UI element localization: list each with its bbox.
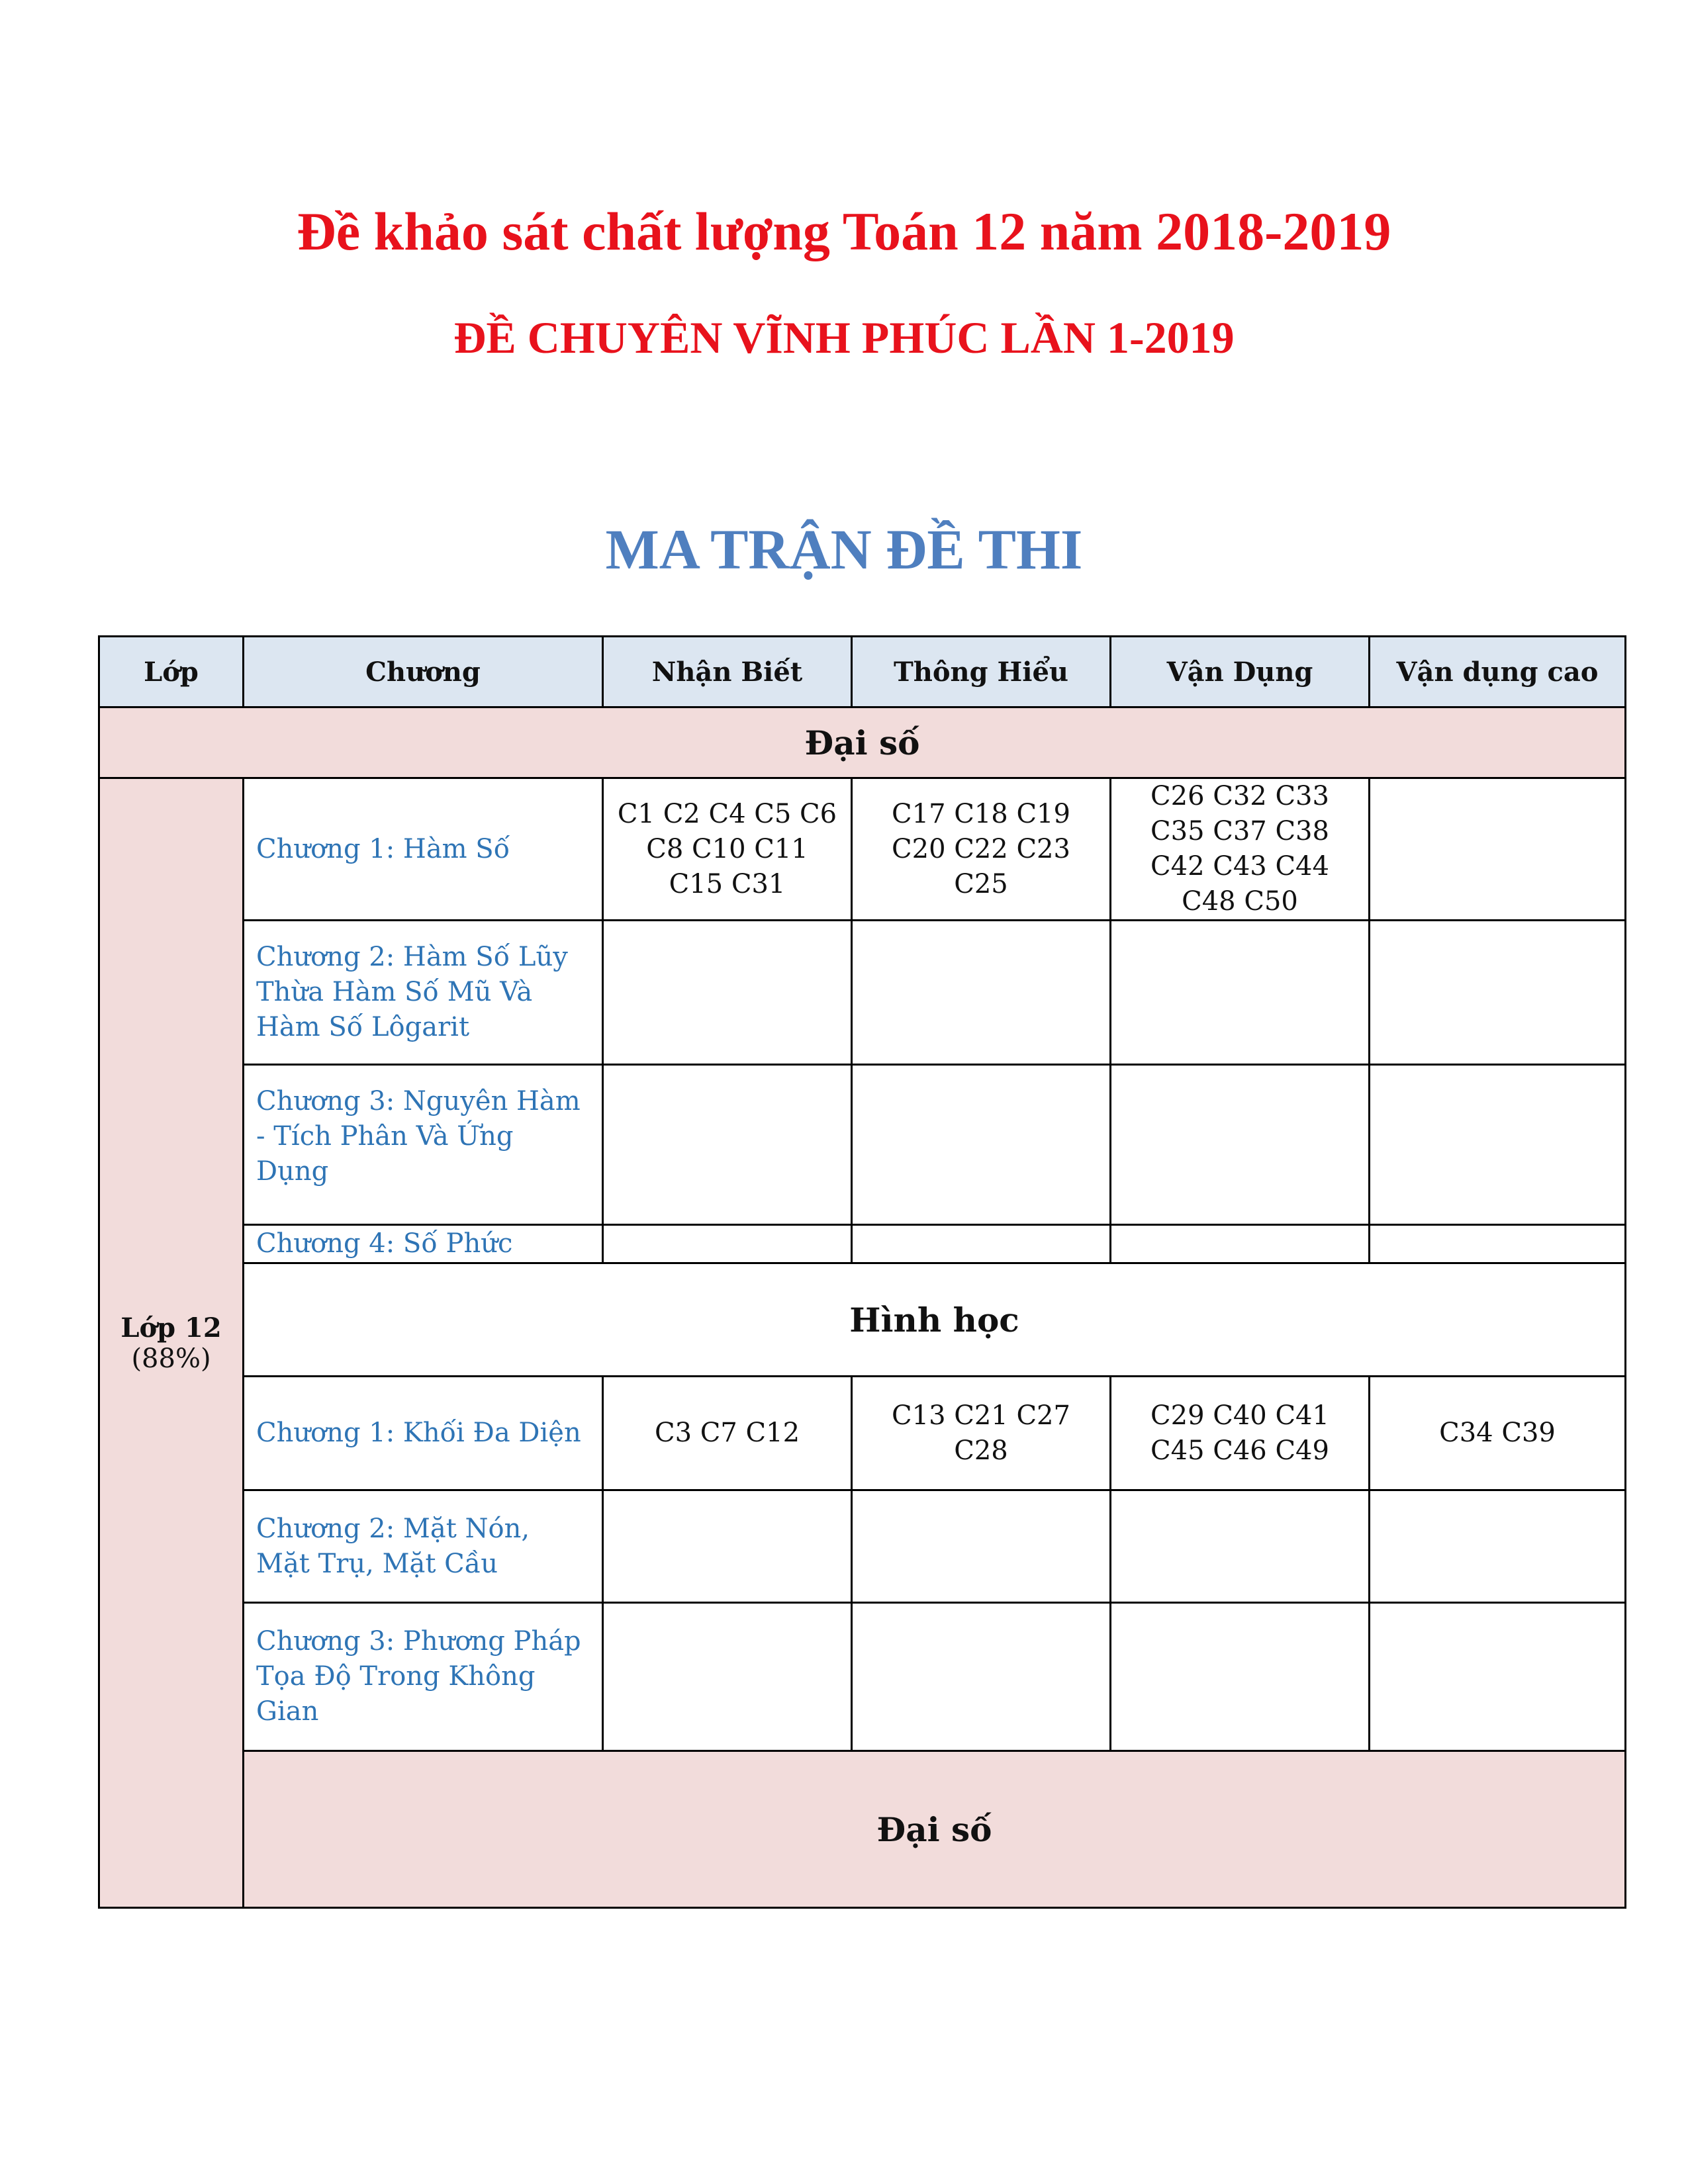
exam-matrix-table — [98, 635, 1626, 1909]
van-dung-cao-cell — [1370, 778, 1626, 921]
section-title-dai-so: Đại số — [99, 707, 1626, 778]
van-dung-cao-cell — [1370, 1065, 1626, 1225]
column-header-thong-hieu: Thông Hiểu — [852, 637, 1111, 707]
nhan-biet-cell — [603, 1603, 852, 1751]
table-row — [99, 1490, 1626, 1603]
nhan-biet-cell — [603, 921, 852, 1065]
column-header-van-dung: Vận Dụng — [1111, 637, 1370, 707]
section-row — [99, 1263, 1626, 1377]
thong-hieu-cell — [852, 1225, 1111, 1263]
van-dung-cell — [1111, 1065, 1370, 1225]
column-header-chuong: Chương — [244, 637, 603, 707]
van-dung-cell — [1111, 1490, 1370, 1603]
document-subtitle: ĐỀ CHUYÊN VĨNH PHÚC LẦN 1-2019 — [453, 312, 1235, 363]
chapter-cell: Chương 3: Phương Pháp Tọa Độ Trong Không Gian — [244, 1603, 603, 1751]
nhan-biet-cell — [603, 1065, 852, 1225]
van-dung-cao-cell — [1370, 921, 1626, 1065]
van-dung-cell: C29 C40 C41 C45 C46 C49 — [1111, 1377, 1370, 1490]
van-dung-cell: C26 C32 C33 C35 C37 C38 C42 C43 C44 C48 C50 — [1111, 778, 1370, 921]
section-row — [99, 1751, 1626, 1908]
chapter-cell: Chương 3: Nguyên Hàm - Tích Phân Và Ứng Dụng — [244, 1065, 603, 1225]
nhan-biet-cell: C1 C2 C4 C5 C6 C8 C10 C11 C15 C31 — [603, 778, 852, 921]
van-dung-cao-cell — [1370, 1225, 1626, 1263]
class-name: Lớp 12 — [120, 1312, 222, 1343]
nhan-biet-cell — [603, 1490, 852, 1603]
class-percent: (88%) — [131, 1343, 211, 1374]
thong-hieu-cell: C13 C21 C27 C28 — [852, 1377, 1111, 1490]
van-dung-cell — [1111, 1603, 1370, 1751]
table-row — [99, 1603, 1626, 1751]
van-dung-cao-cell: C34 C39 — [1370, 1377, 1626, 1490]
chapter-cell: Chương 1: Khối Đa Diện — [244, 1377, 603, 1490]
column-header-lop: Lớp — [99, 637, 244, 707]
thong-hieu-cell: C17 C18 C19 C20 C22 C23 C25 — [852, 778, 1111, 921]
table-row — [99, 1377, 1626, 1490]
column-header-nhan-biet: Nhận Biết — [603, 637, 852, 707]
nhan-biet-cell: C3 C7 C12 — [603, 1377, 852, 1490]
thong-hieu-cell — [852, 1490, 1111, 1603]
matrix-title: MA TRẬN ĐỀ THI — [605, 518, 1083, 581]
van-dung-cell — [1111, 1225, 1370, 1263]
document-title: Đề khảo sát chất lượng Toán 12 năm 2018-2019 — [297, 201, 1391, 261]
section-row — [99, 707, 1626, 778]
thong-hieu-cell — [852, 921, 1111, 1065]
chapter-cell: Chương 4: Số Phức — [244, 1225, 603, 1263]
section-title-dai-so-2: Đại số — [244, 1751, 1626, 1908]
chapter-cell: Chương 1: Hàm Số — [244, 778, 603, 921]
table-row — [99, 921, 1626, 1065]
van-dung-cao-cell — [1370, 1603, 1626, 1751]
nhan-biet-cell — [603, 1225, 852, 1263]
section-title-hinh-hoc: Hình học — [244, 1263, 1626, 1377]
table-row — [99, 1065, 1626, 1225]
table-row — [99, 1225, 1626, 1263]
column-header-van-dung-cao: Vận dụng cao — [1370, 637, 1626, 707]
table-header-row — [99, 637, 1626, 707]
chapter-cell: Chương 2: Mặt Nón, Mặt Trụ, Mặt Cầu — [244, 1490, 603, 1603]
table-row — [99, 778, 1626, 921]
van-dung-cell — [1111, 921, 1370, 1065]
class-cell — [99, 778, 244, 1908]
thong-hieu-cell — [852, 1603, 1111, 1751]
chapter-cell: Chương 2: Hàm Số Lũy Thừa Hàm Số Mũ Và Hàm Số Lôgarit — [244, 921, 603, 1065]
van-dung-cao-cell — [1370, 1490, 1626, 1603]
thong-hieu-cell — [852, 1065, 1111, 1225]
